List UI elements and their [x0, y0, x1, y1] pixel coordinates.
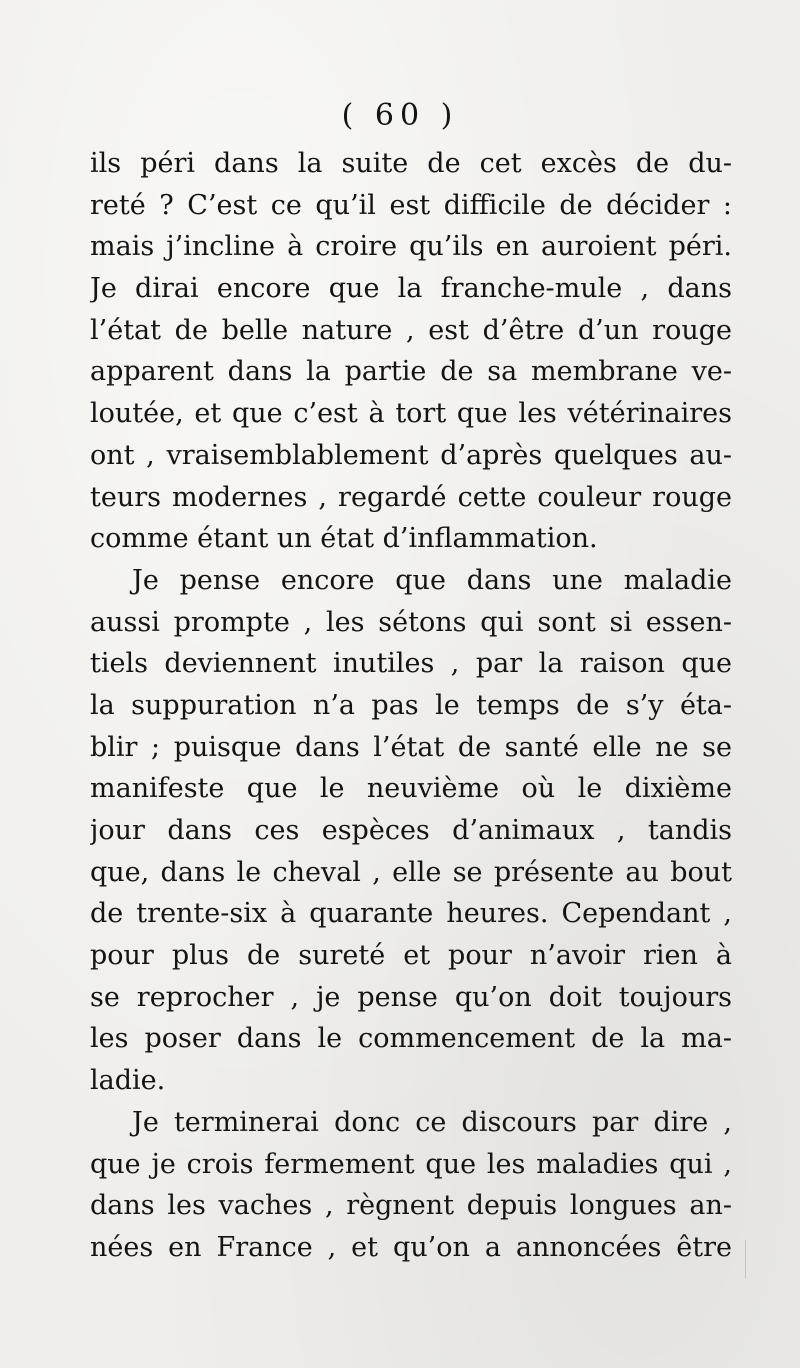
text-line: manifeste que le neuvième où le dixième	[90, 773, 732, 805]
text-line: l’état de belle nature , est d’être d’un rouge	[90, 314, 732, 346]
text-line: Je terminerai donc ce discours par dire ,	[132, 1106, 732, 1138]
text-line: Je pense encore que dans une maladie	[132, 564, 732, 596]
text-line: teurs modernes , regardé cette couleur rouge	[90, 481, 732, 513]
text-line: mais j’incline à croire qu’ils en auroient péri.	[90, 231, 732, 263]
text-line: que je crois fermement que les maladies qui ,	[90, 1148, 732, 1180]
text-line: aussi prompte , les sétons qui sont si essen-	[90, 606, 732, 638]
text-line: blir ; puisque dans l’état de santé elle ne se	[90, 731, 732, 763]
text-line: ont , vraisemblablement d’après quelques au-	[90, 439, 732, 471]
text-line: reté ? C’est ce qu’il est difficile de décider :	[90, 189, 732, 221]
text-line: que, dans le cheval , elle se présente au bout	[90, 856, 732, 888]
body-text	[90, 143, 732, 1269]
text-line: dans les vaches , règnent depuis longues an-	[90, 1190, 732, 1222]
text-line: ladie.	[90, 1065, 166, 1097]
text-line: tiels deviennent inutiles , par la raison que	[90, 648, 732, 680]
text-line: pour plus de sureté et pour n’avoir rien à	[90, 940, 732, 972]
text-line: ils péri dans la suite de cet excès de du-	[90, 148, 732, 179]
text-line: la suppuration n’a pas le temps de s’y éta-	[90, 689, 732, 721]
text-line: jour dans ces espèces d’animaux , tandis	[90, 815, 732, 846]
text-line: apparent dans la partie de sa membrane ve-	[90, 356, 732, 388]
page-number: ( 60 )	[341, 98, 459, 133]
text-line: loutée, et que c’est à tort que les vétérinaires	[90, 398, 732, 430]
text-line: se reprocher , je pense qu’on doit toujours	[90, 981, 732, 1013]
text-line: les poser dans le commencement de la ma-	[90, 1023, 732, 1055]
margin-mark	[745, 1240, 746, 1278]
text-line: comme étant un état d’inflammation.	[90, 523, 598, 555]
text-line: nées en France , et qu’on a annoncées être	[90, 1231, 732, 1263]
text-line: de trente-six à quarante heures. Cependant ,	[90, 898, 732, 930]
text-line: Je dirai encore que la franche-mule , dans	[90, 273, 732, 305]
